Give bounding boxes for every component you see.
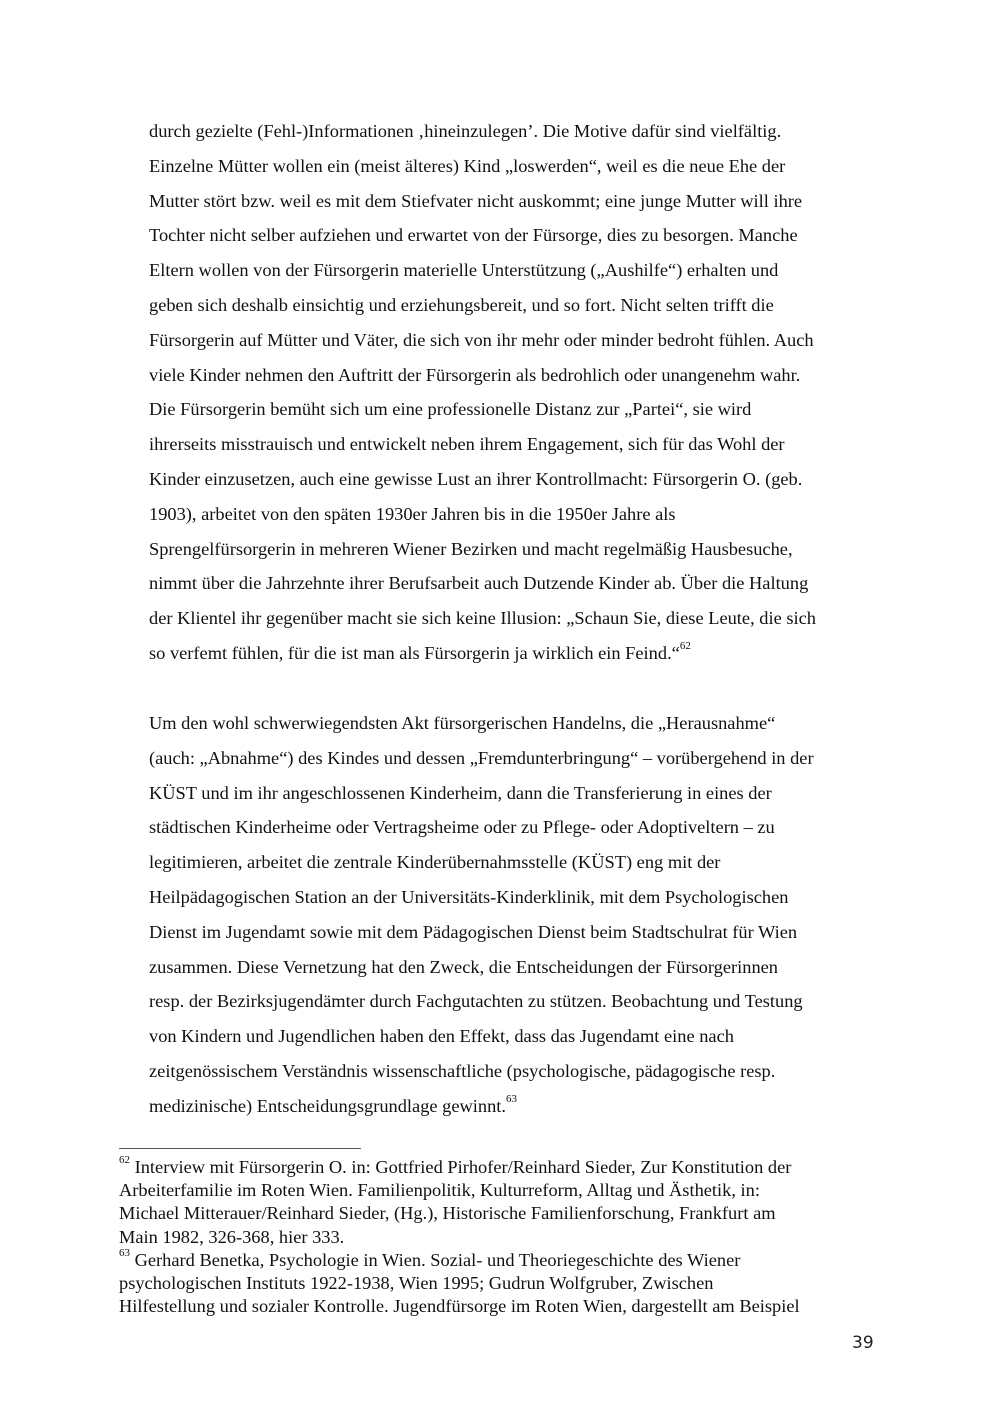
footnote-number: 63	[119, 1246, 130, 1259]
footnote-line: Michael Mitterauer/Reinhard Sieder, (Hg.), Historische Familienforschung, Frankfurt am	[119, 1203, 776, 1224]
text-line: (auch: „Abnahme“) des Kindes und dessen „Fremdunterbringung“ – vorübergehend in der	[149, 747, 814, 768]
footnote-reference-63[interactable]: 63	[506, 1092, 517, 1105]
footnote-reference-62[interactable]: 62	[679, 639, 691, 652]
footnote-line: psychologischen Instituts 1922-1938, Wien 1995; Gudrun Wolfgruber, Zwischen	[119, 1273, 714, 1294]
text-line-last	[149, 636, 889, 671]
footnote-line: Arbeiterfamilie im Roten Wien. Familienpolitik, Kulturreform, Alltag und Ästhetik, in:	[119, 1180, 760, 1201]
footnotes	[119, 1153, 889, 1318]
text-line: Kinder einzusetzen, auch eine gewisse Lust an ihrer Kontrollmacht: Fürsorgerin O. (geb.	[149, 468, 803, 489]
text-line: Heilpädagogischen Station an der Universitäts-Kinderklinik, mit dem Psychologischen	[149, 886, 789, 907]
text-line: zeitgenössischem Verständnis wissenschaftliche (psychologische, pädagogische resp.	[149, 1060, 776, 1081]
body-paragraph-2	[149, 706, 889, 1124]
text-line-last-content: medizinische) Entscheidungsgrundlage gewinnt.	[149, 1095, 506, 1116]
footnote-number: 62	[119, 1153, 130, 1166]
text-line: nimmt über die Jahrzehnte ihrer Berufsarbeit auch Dutzende Kinder ab. Über die Haltung	[149, 573, 809, 594]
text-line: ihrerseits misstrauisch und entwickelt neben ihrem Engagement, sich für das Wohl der	[149, 434, 785, 455]
text-line: Um den wohl schwerwiegendsten Akt fürsorgerischen Handelns, die „Herausnahme“	[149, 713, 776, 733]
text-line: 1903), arbeitet von den späten 1930er Jahren bis in die 1950er Jahre als	[149, 503, 676, 524]
text-line: viele Kinder nehmen den Auftritt der Fürsorgerin als bedrohlich oder unangenehm wahr.	[149, 364, 801, 385]
text-line: durch gezielte (Fehl-)Informationen ‚hineinzulegen’. Die Motive dafür sind vielfältig.	[149, 121, 782, 141]
text-line: resp. der Bezirksjugendämter durch Fachgutachten zu stützen. Beobachtung und Testung	[149, 991, 803, 1012]
page-number: 39	[852, 1333, 874, 1353]
footnote-62	[119, 1153, 889, 1249]
text-line: Tochter nicht selber aufziehen und erwartet von der Fürsorge, dies zu besorgen. Manche	[149, 225, 798, 246]
text-line: von Kindern und Jugendlichen haben den Effekt, dass das Jugendamt eine nach	[149, 1026, 734, 1047]
text-line: KÜST und im ihr angeschlossenen Kinderheim, dann die Transferierung in eines der	[149, 782, 772, 803]
text-line: städtischen Kinderheime oder Vertragsheime oder zu Pflege- oder Adoptiveltern – zu	[149, 817, 775, 838]
text-line: Die Fürsorgerin bemüht sich um eine professionelle Distanz zur „Partei“, sie wird	[149, 399, 752, 420]
text-line: Dienst im Jugendamt sowie mit dem Pädagogischen Dienst beim Stadtschulrat für Wien	[149, 921, 798, 942]
text-line: Fürsorgerin auf Mütter und Väter, die sich von ihr mehr oder minder bedroht fühlen. Auch	[149, 329, 814, 350]
footnote-line: Hilfestellung und sozialer Kontrolle. Jugendfürsorge im Roten Wien, dargestellt am Beispiel	[119, 1296, 800, 1317]
text-line: Eltern wollen von der Fürsorgerin materielle Unterstützung („Aushilfe“) erhalten und	[149, 260, 779, 281]
text-line-last-content: so verfemt fühlen, für die ist man als Fürsorgerin ja wirklich ein Feind.“	[149, 642, 680, 663]
text-line: Mutter stört bzw. weil es mit dem Stiefvater nicht auskommt; eine junge Mutter will ihre	[149, 190, 803, 211]
text-line: Sprengelfürsorgerin in mehreren Wiener Bezirken und macht regelmäßig Hausbesuche,	[149, 538, 793, 559]
footnote-first-line	[119, 1246, 889, 1272]
text-line-last	[149, 1089, 889, 1124]
footnote-text: Interview mit Fürsorgerin O. in: Gottfried Pirhofer/Reinhard Sieder, Zur Konstitution der	[134, 1157, 792, 1177]
footnote-line: Main 1982, 326-368, hier 333.	[119, 1226, 345, 1247]
footnote-first-line	[119, 1153, 889, 1179]
footnote-63	[119, 1246, 889, 1319]
footnote-text: Gerhard Benetka, Psychologie in Wien. Sozial- und Theoriegeschichte des Wiener	[134, 1249, 741, 1270]
text-line: Einzelne Mütter wollen ein (meist älteres) Kind „loswerden“, weil es die neue Ehe der	[149, 155, 786, 176]
text-line: der Klientel ihr gegenüber macht sie sich keine Illusion: „Schaun Sie, diese Leute, die sich	[149, 608, 816, 629]
footnote-separator	[119, 1148, 361, 1149]
body-paragraph-1	[149, 114, 889, 671]
text-line: legitimieren, arbeitet die zentrale Kinderübernahmsstelle (KÜST) eng mit der	[149, 852, 721, 873]
text-line: zusammen. Diese Vernetzung hat den Zweck, die Entscheidungen der Fürsorgerinnen	[149, 956, 779, 977]
text-line: geben sich deshalb einsichtig und erziehungsbereit, und so fort. Nicht selten trifft die	[149, 294, 774, 315]
